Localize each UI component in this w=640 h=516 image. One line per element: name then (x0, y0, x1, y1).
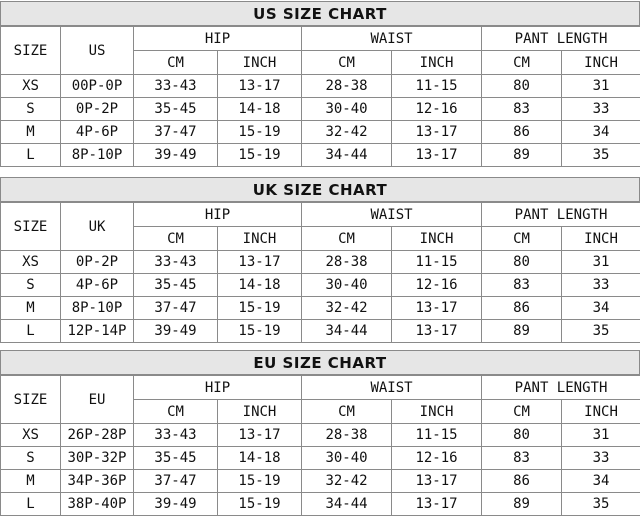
table-cell: S (1, 447, 61, 470)
region-header: EU (61, 376, 134, 424)
table-cell: 15-19 (218, 493, 302, 516)
table-cell: 15-19 (218, 297, 302, 320)
table-cell: 83 (482, 98, 562, 121)
table-cell: 12-16 (392, 274, 482, 297)
table-cell: 35 (562, 320, 640, 343)
table-cell: 00P-0P (61, 75, 134, 98)
unit-header: INCH (392, 227, 482, 251)
unit-header: INCH (218, 400, 302, 424)
table-cell: 15-19 (218, 320, 302, 343)
table-cell: 32-42 (302, 297, 392, 320)
size-table (0, 202, 640, 343)
table-cell: 33 (562, 447, 640, 470)
unit-header: INCH (562, 51, 640, 75)
table-cell: 13-17 (218, 424, 302, 447)
table-cell: 13-17 (218, 251, 302, 274)
table-cell: 12-16 (392, 447, 482, 470)
table-cell: 13-17 (392, 320, 482, 343)
table-cell: 35-45 (134, 274, 218, 297)
waist-header: WAIST (302, 27, 482, 51)
table-cell: 30P-32P (61, 447, 134, 470)
hip-header: HIP (134, 376, 302, 400)
table-cell: 34 (562, 470, 640, 493)
pant-length-header: PANT LENGTH (482, 203, 640, 227)
table-cell: 34-44 (302, 144, 392, 167)
unit-header: INCH (392, 400, 482, 424)
table-cell: L (1, 320, 61, 343)
table-cell: 30-40 (302, 447, 392, 470)
table-cell: 32-42 (302, 470, 392, 493)
table-cell: 31 (562, 424, 640, 447)
table-cell: S (1, 98, 61, 121)
unit-header: INCH (562, 227, 640, 251)
table-cell: 15-19 (218, 121, 302, 144)
unit-header: CM (482, 400, 562, 424)
table-cell: 34-44 (302, 493, 392, 516)
table-cell: 39-49 (134, 493, 218, 516)
table-cell: L (1, 144, 61, 167)
table-cell: 35-45 (134, 447, 218, 470)
table-cell: 14-18 (218, 447, 302, 470)
unit-header: CM (302, 51, 392, 75)
table-cell: 14-18 (218, 98, 302, 121)
size-header: SIZE (1, 203, 61, 251)
table-cell: 35 (562, 144, 640, 167)
table-cell: 34 (562, 297, 640, 320)
unit-header: CM (302, 227, 392, 251)
table-cell: 14-18 (218, 274, 302, 297)
table-cell: 26P-28P (61, 424, 134, 447)
table-cell: 83 (482, 447, 562, 470)
size-table (0, 375, 640, 516)
table-cell: 4P-6P (61, 121, 134, 144)
table-cell: 28-38 (302, 75, 392, 98)
table-cell: XS (1, 424, 61, 447)
table-cell: XS (1, 75, 61, 98)
table-cell: 86 (482, 297, 562, 320)
unit-header: CM (302, 400, 392, 424)
table-cell: 8P-10P (61, 297, 134, 320)
pant-length-header: PANT LENGTH (482, 27, 640, 51)
table-cell: 8P-10P (61, 144, 134, 167)
chart-title: EU SIZE CHART (0, 350, 640, 375)
us-size-chart (0, 1, 640, 167)
table-row (1, 251, 640, 274)
table-cell: 35 (562, 493, 640, 516)
unit-header: CM (134, 51, 218, 75)
table-cell: 34-44 (302, 320, 392, 343)
table-cell: 39-49 (134, 320, 218, 343)
region-header: US (61, 27, 134, 75)
pant-length-header: PANT LENGTH (482, 376, 640, 400)
table-cell: 15-19 (218, 470, 302, 493)
table-cell: 15-19 (218, 144, 302, 167)
table-cell: 30-40 (302, 274, 392, 297)
unit-header: CM (482, 51, 562, 75)
chart-title: US SIZE CHART (0, 1, 640, 26)
table-cell: M (1, 470, 61, 493)
table-cell: 83 (482, 274, 562, 297)
table-cell: 13-17 (392, 121, 482, 144)
table-cell: 39-49 (134, 144, 218, 167)
table-cell: M (1, 297, 61, 320)
unit-header: CM (134, 227, 218, 251)
uk-size-chart (0, 177, 640, 343)
unit-header: INCH (218, 51, 302, 75)
table-cell: 32-42 (302, 121, 392, 144)
size-header: SIZE (1, 376, 61, 424)
table-cell: 86 (482, 470, 562, 493)
hip-header: HIP (134, 27, 302, 51)
table-cell: XS (1, 251, 61, 274)
table-cell: S (1, 274, 61, 297)
table-cell: 89 (482, 144, 562, 167)
table-row (1, 274, 640, 297)
region-header: UK (61, 203, 134, 251)
hip-header: HIP (134, 203, 302, 227)
table-cell: 13-17 (392, 493, 482, 516)
table-cell: 28-38 (302, 251, 392, 274)
table-cell: 31 (562, 75, 640, 98)
size-header: SIZE (1, 27, 61, 75)
table-cell: 13-17 (392, 297, 482, 320)
table-cell: 38P-40P (61, 493, 134, 516)
unit-header: CM (482, 227, 562, 251)
table-cell: 11-15 (392, 75, 482, 98)
table-cell: 13-17 (392, 470, 482, 493)
waist-header: WAIST (302, 376, 482, 400)
table-cell: 80 (482, 75, 562, 98)
table-row (1, 447, 640, 470)
table-cell: 89 (482, 493, 562, 516)
table-cell: 33-43 (134, 75, 218, 98)
table-cell: 33 (562, 98, 640, 121)
table-cell: 80 (482, 424, 562, 447)
table-cell: 37-47 (134, 470, 218, 493)
table-cell: 28-38 (302, 424, 392, 447)
table-cell: 86 (482, 121, 562, 144)
table-cell: 13-17 (218, 75, 302, 98)
table-row (1, 121, 640, 144)
table-cell: 37-47 (134, 297, 218, 320)
table-row (1, 320, 640, 343)
table-cell: 34P-36P (61, 470, 134, 493)
unit-header: INCH (562, 400, 640, 424)
table-row (1, 493, 640, 516)
unit-header: CM (134, 400, 218, 424)
table-cell: 33-43 (134, 424, 218, 447)
table-row (1, 75, 640, 98)
table-cell: 80 (482, 251, 562, 274)
table-cell: 31 (562, 251, 640, 274)
table-cell: 33-43 (134, 251, 218, 274)
table-cell: 0P-2P (61, 251, 134, 274)
table-row (1, 297, 640, 320)
unit-header: INCH (218, 227, 302, 251)
table-cell: 89 (482, 320, 562, 343)
table-cell: 11-15 (392, 424, 482, 447)
table-cell: 12P-14P (61, 320, 134, 343)
table-cell: 34 (562, 121, 640, 144)
table-cell: 13-17 (392, 144, 482, 167)
table-row (1, 424, 640, 447)
table-row (1, 470, 640, 493)
size-table (0, 26, 640, 167)
unit-header: INCH (392, 51, 482, 75)
table-cell: L (1, 493, 61, 516)
table-cell: 37-47 (134, 121, 218, 144)
table-row (1, 144, 640, 167)
table-cell: 35-45 (134, 98, 218, 121)
table-cell: M (1, 121, 61, 144)
table-cell: 12-16 (392, 98, 482, 121)
table-row (1, 98, 640, 121)
table-cell: 4P-6P (61, 274, 134, 297)
waist-header: WAIST (302, 203, 482, 227)
table-cell: 11-15 (392, 251, 482, 274)
chart-title: UK SIZE CHART (0, 177, 640, 202)
table-cell: 0P-2P (61, 98, 134, 121)
table-cell: 30-40 (302, 98, 392, 121)
table-cell: 33 (562, 274, 640, 297)
eu-size-chart (0, 350, 640, 516)
